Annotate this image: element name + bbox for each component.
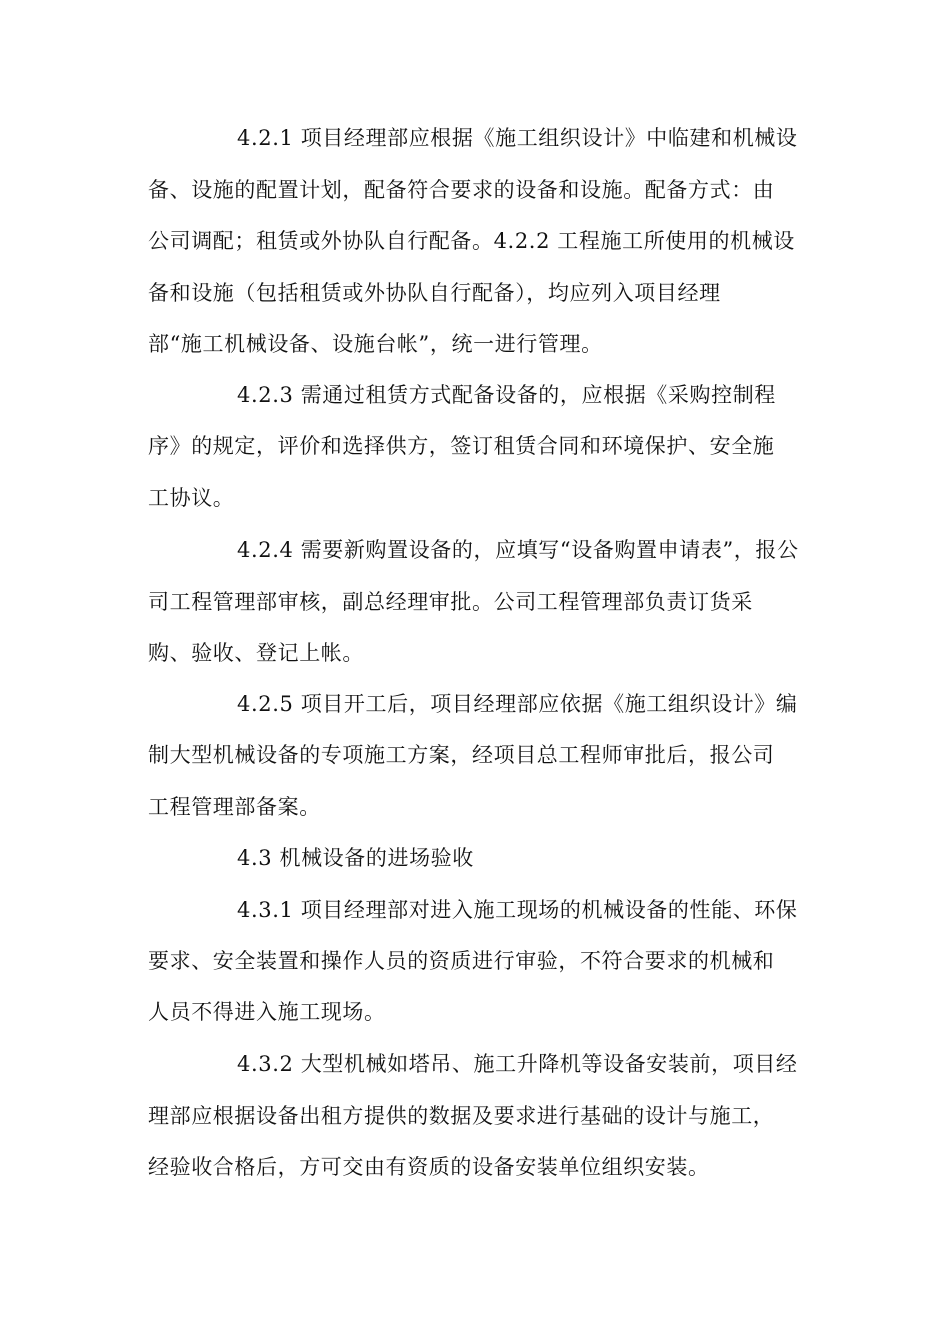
paragraph-4-2-1-line-1: 4.2.1 项目经理部应根据《施工组织设计》中临建和机械设 [237, 126, 798, 150]
paragraph-4-3-2-line-3: 经验收合格后，方可交由有资质的设备安装单位组织安装。 [148, 1155, 710, 1179]
paragraph-4-3-2-line-1: 4.3.2 大型机械如塔吊、施工升降机等设备安装前，项目经 [237, 1052, 798, 1076]
paragraph-4-2-5-line-3: 工程管理部备案。 [148, 795, 321, 819]
paragraph-4-2-2-line-2: 备和设施（包括租赁或外协队自行配备），均应列入项目经理 [148, 281, 721, 305]
paragraph-4-3-1-line-1: 4.3.1 项目经理部对进入施工现场的机械设备的性能、环保 [237, 898, 798, 922]
paragraph-4-2-1-line-2: 备、设施的配置计划，配备符合要求的设备和设施。配备方式：由 [148, 178, 775, 202]
paragraph-4-3-1-line-3: 人员不得进入施工现场。 [148, 1000, 386, 1024]
paragraph-4-3-1-line-2: 要求、安全装置和操作人员的资质进行审验，不符合要求的机械和 [148, 949, 775, 973]
section-heading-4-3: 4.3 机械设备的进场验收 [237, 846, 474, 870]
paragraph-4-2-4-line-3: 购、验收、登记上帐。 [148, 641, 364, 665]
paragraph-4-2-2-line-3: 部“施工机械设备、设施台帐”，统一进行管理。 [148, 332, 603, 356]
paragraph-4-2-4-line-2: 司工程管理部审核，副总经理审批。公司工程管理部负责订货采 [148, 590, 753, 614]
paragraph-4-3-2-line-2: 理部应根据设备出租方提供的数据及要求进行基础的设计与施工， [148, 1104, 775, 1128]
paragraph-4-2-5-line-1: 4.2.5 项目开工后，项目经理部应依据《施工组织设计》编 [237, 692, 798, 716]
paragraph-4-2-3-line-1: 4.2.3 需通过租赁方式配备设备的，应根据《采购控制程 [237, 383, 776, 407]
paragraph-4-2-5-line-2: 制大型机械设备的专项施工方案，经项目总工程师审批后，报公司 [148, 743, 775, 767]
paragraph-4-2-3-line-3: 工协议。 [148, 486, 235, 510]
paragraph-4-2-4-line-1: 4.2.4 需要新购置设备的，应填写“设备购置申请表”，报公 [237, 538, 799, 562]
paragraph-4-2-1-line-3: 公司调配；租赁或外协队自行配备。4.2.2 工程施工所使用的机械设 [148, 229, 795, 253]
paragraph-4-2-3-line-2: 序》的规定，评价和选择供方，签订租赁合同和环境保护、安全施 [148, 434, 775, 458]
